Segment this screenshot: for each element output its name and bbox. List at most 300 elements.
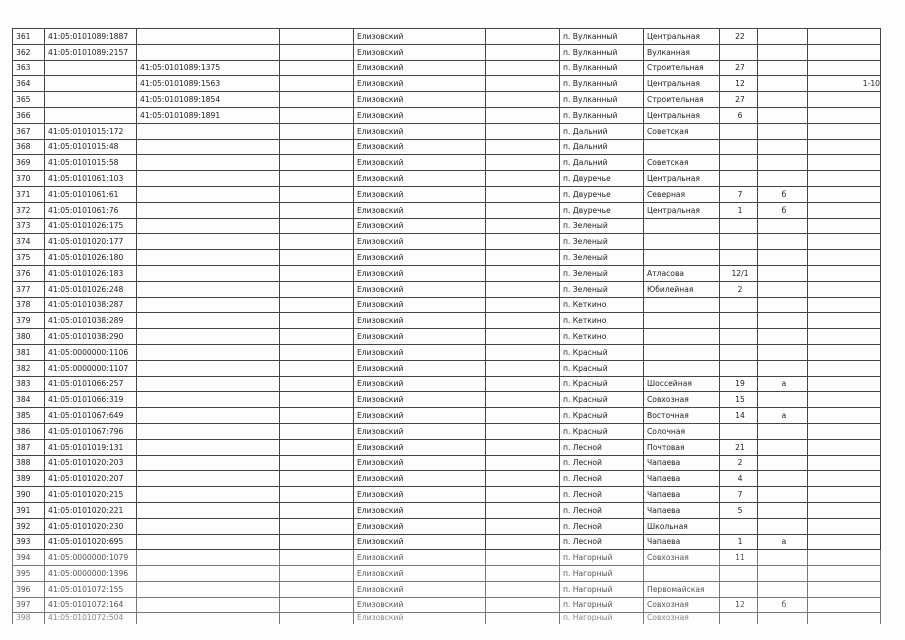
district-cell: Елизовский: [354, 502, 486, 518]
street-cell: Первомайская: [644, 581, 720, 597]
locality-cell: п. Красный: [560, 408, 644, 424]
house-letter-cell: [758, 139, 808, 155]
table-row: [13, 202, 881, 218]
empty-cell: [486, 107, 560, 123]
cadastral-number-cell: 41:05:0000000:1106: [45, 344, 137, 360]
cadastral-number-secondary-cell: [137, 487, 280, 503]
district-cell: Елизовский: [354, 376, 486, 392]
row-number-cell: 368: [13, 139, 45, 155]
row-number-cell: 365: [13, 92, 45, 108]
empty-cell: [280, 550, 354, 566]
street-cell: Центральная: [644, 202, 720, 218]
district-cell: Елизовский: [354, 518, 486, 534]
district-cell: Елизовский: [354, 597, 486, 613]
district-cell: Елизовский: [354, 60, 486, 76]
empty-cell: [280, 297, 354, 313]
cadastral-number-cell: [45, 92, 137, 108]
cadastral-number-secondary-cell: [137, 597, 280, 613]
cadastral-number-secondary-cell: [137, 218, 280, 234]
locality-cell: п. Вулканный: [560, 29, 644, 45]
locality-cell: п. Нагорный: [560, 597, 644, 613]
apartment-cell: [808, 455, 881, 471]
locality-cell: п. Дальний: [560, 155, 644, 171]
row-number-cell: 379: [13, 313, 45, 329]
table-row: [13, 581, 881, 597]
row-number-cell: 375: [13, 250, 45, 266]
house-number-cell: 7: [720, 487, 758, 503]
empty-cell: [486, 297, 560, 313]
table-row: [13, 566, 881, 582]
district-cell: Елизовский: [354, 392, 486, 408]
row-number-cell: 383: [13, 376, 45, 392]
locality-cell: п. Лесной: [560, 518, 644, 534]
apartment-cell: [808, 502, 881, 518]
cadastral-number-secondary-cell: [137, 250, 280, 266]
table-row: [13, 250, 881, 266]
empty-cell: [486, 408, 560, 424]
house-number-cell: [720, 313, 758, 329]
empty-cell: [486, 171, 560, 187]
empty-cell: [280, 439, 354, 455]
table-row: [13, 471, 881, 487]
apartment-cell: [808, 423, 881, 439]
street-cell: Юбилейная: [644, 281, 720, 297]
cadastral-number-cell: 41:05:0101072:504: [45, 613, 137, 624]
locality-cell: п. Красный: [560, 392, 644, 408]
street-cell: [644, 218, 720, 234]
street-cell: Строительная: [644, 92, 720, 108]
empty-cell: [486, 502, 560, 518]
house-letter-cell: [758, 439, 808, 455]
empty-cell: [486, 218, 560, 234]
table-row: [13, 297, 881, 313]
apartment-cell: [808, 597, 881, 613]
empty-cell: [486, 329, 560, 345]
district-cell: Елизовский: [354, 534, 486, 550]
apartment-cell: [808, 155, 881, 171]
empty-cell: [486, 123, 560, 139]
apartment-cell: [808, 139, 881, 155]
cadastral-number-cell: [45, 107, 137, 123]
registry-table: [12, 28, 881, 624]
house-letter-cell: б: [758, 202, 808, 218]
table-row: [13, 76, 881, 92]
cadastral-number-cell: 41:05:0101072:155: [45, 581, 137, 597]
house-number-cell: 2: [720, 455, 758, 471]
cadastral-number-secondary-cell: [137, 171, 280, 187]
table-row: [13, 502, 881, 518]
cadastral-number-cell: 41:05:0101067:649: [45, 408, 137, 424]
empty-cell: [486, 44, 560, 60]
district-cell: Елизовский: [354, 76, 486, 92]
row-number-cell: 374: [13, 234, 45, 250]
street-cell: [644, 139, 720, 155]
locality-cell: п. Нагорный: [560, 613, 644, 624]
locality-cell: п. Нагорный: [560, 581, 644, 597]
house-letter-cell: [758, 518, 808, 534]
house-number-cell: 12: [720, 76, 758, 92]
row-number-cell: 366: [13, 107, 45, 123]
house-letter-cell: [758, 613, 808, 624]
cadastral-number-cell: 41:05:0101038:290: [45, 329, 137, 345]
street-cell: Северная: [644, 186, 720, 202]
empty-cell: [280, 423, 354, 439]
district-cell: Елизовский: [354, 360, 486, 376]
empty-cell: [280, 60, 354, 76]
row-number-cell: 362: [13, 44, 45, 60]
empty-cell: [486, 344, 560, 360]
street-cell: Строительная: [644, 60, 720, 76]
apartment-cell: [808, 29, 881, 45]
house-number-cell: 7: [720, 186, 758, 202]
table-row: [13, 597, 881, 613]
house-letter-cell: [758, 329, 808, 345]
cadastral-number-secondary-cell: [137, 534, 280, 550]
district-cell: Елизовский: [354, 439, 486, 455]
district-cell: Елизовский: [354, 186, 486, 202]
cadastral-number-cell: 41:05:0101015:48: [45, 139, 137, 155]
cadastral-number-cell: 41:05:0101066:319: [45, 392, 137, 408]
table-row: [13, 408, 881, 424]
empty-cell: [486, 487, 560, 503]
street-cell: [644, 250, 720, 266]
table-row: [13, 423, 881, 439]
street-cell: Чапаева: [644, 502, 720, 518]
empty-cell: [280, 139, 354, 155]
apartment-cell: [808, 487, 881, 503]
house-number-cell: 27: [720, 92, 758, 108]
table-row: [13, 518, 881, 534]
house-number-cell: 12: [720, 597, 758, 613]
empty-cell: [280, 123, 354, 139]
house-letter-cell: [758, 76, 808, 92]
row-number-cell: 373: [13, 218, 45, 234]
cadastral-number-secondary-cell: [137, 313, 280, 329]
house-number-cell: [720, 329, 758, 345]
district-cell: Елизовский: [354, 566, 486, 582]
street-cell: Шоссейная: [644, 376, 720, 392]
house-number-cell: [720, 234, 758, 250]
district-cell: Елизовский: [354, 550, 486, 566]
registry-body: [13, 29, 881, 624]
district-cell: Елизовский: [354, 423, 486, 439]
cadastral-number-cell: 41:05:0101019:131: [45, 439, 137, 455]
cadastral-number-cell: 41:05:0000000:1079: [45, 550, 137, 566]
cadastral-number-cell: 41:05:0101020:215: [45, 487, 137, 503]
house-letter-cell: [758, 155, 808, 171]
house-letter-cell: а: [758, 408, 808, 424]
empty-cell: [280, 186, 354, 202]
row-number-cell: 378: [13, 297, 45, 313]
house-letter-cell: [758, 471, 808, 487]
apartment-cell: 1-10: [808, 76, 881, 92]
empty-cell: [280, 581, 354, 597]
row-number-cell: 392: [13, 518, 45, 534]
table-row: [13, 487, 881, 503]
row-number-cell: 367: [13, 123, 45, 139]
house-number-cell: 21: [720, 439, 758, 455]
apartment-cell: [808, 265, 881, 281]
cadastral-number-secondary-cell: [137, 392, 280, 408]
table-row: [13, 360, 881, 376]
street-cell: Солочная: [644, 423, 720, 439]
house-letter-cell: [758, 107, 808, 123]
locality-cell: п. Дальний: [560, 123, 644, 139]
apartment-cell: [808, 186, 881, 202]
house-letter-cell: [758, 218, 808, 234]
empty-cell: [280, 76, 354, 92]
locality-cell: п. Вулканный: [560, 76, 644, 92]
cadastral-number-secondary-cell: [137, 408, 280, 424]
table-row: [13, 155, 881, 171]
empty-cell: [486, 202, 560, 218]
street-cell: Почтовая: [644, 439, 720, 455]
street-cell: Центральная: [644, 107, 720, 123]
table-row: [13, 171, 881, 187]
row-number-cell: 380: [13, 329, 45, 345]
table-row: [13, 92, 881, 108]
house-number-cell: [720, 218, 758, 234]
house-number-cell: 4: [720, 471, 758, 487]
street-cell: [644, 297, 720, 313]
table-row: [13, 329, 881, 345]
table-row: [13, 313, 881, 329]
row-number-cell: 389: [13, 471, 45, 487]
row-number-cell: 384: [13, 392, 45, 408]
cadastral-number-cell: 41:05:0101015:172: [45, 123, 137, 139]
cadastral-number-cell: 41:05:0101020:695: [45, 534, 137, 550]
cadastral-number-cell: 41:05:0101020:230: [45, 518, 137, 534]
street-cell: Советская: [644, 123, 720, 139]
cadastral-number-secondary-cell: [137, 550, 280, 566]
locality-cell: п. Лесной: [560, 534, 644, 550]
house-number-cell: [720, 581, 758, 597]
empty-cell: [486, 534, 560, 550]
row-number-cell: 372: [13, 202, 45, 218]
empty-cell: [280, 329, 354, 345]
apartment-cell: [808, 123, 881, 139]
empty-cell: [486, 613, 560, 624]
apartment-cell: [808, 376, 881, 392]
locality-cell: п. Вулканный: [560, 92, 644, 108]
cadastral-number-cell: 41:05:0101072:164: [45, 597, 137, 613]
cadastral-number-cell: 41:05:0101020:221: [45, 502, 137, 518]
street-cell: Центральная: [644, 171, 720, 187]
district-cell: Елизовский: [354, 329, 486, 345]
apartment-cell: [808, 44, 881, 60]
cadastral-number-cell: 41:05:0101038:289: [45, 313, 137, 329]
cadastral-number-secondary-cell: [137, 329, 280, 345]
district-cell: Елизовский: [354, 613, 486, 624]
empty-cell: [280, 613, 354, 624]
empty-cell: [486, 186, 560, 202]
empty-cell: [486, 376, 560, 392]
house-letter-cell: [758, 313, 808, 329]
cadastral-number-secondary-cell: [137, 518, 280, 534]
row-number-cell: 381: [13, 344, 45, 360]
table-row: [13, 218, 881, 234]
street-cell: [644, 360, 720, 376]
cadastral-number-cell: 41:05:0101026:175: [45, 218, 137, 234]
apartment-cell: [808, 202, 881, 218]
locality-cell: п. Зеленый: [560, 281, 644, 297]
table-row: [13, 29, 881, 45]
house-number-cell: 15: [720, 392, 758, 408]
house-letter-cell: б: [758, 186, 808, 202]
apartment-cell: [808, 297, 881, 313]
house-letter-cell: [758, 281, 808, 297]
cadastral-number-cell: 41:05:0000000:1396: [45, 566, 137, 582]
house-letter-cell: [758, 566, 808, 582]
table-row: [13, 265, 881, 281]
house-number-cell: [720, 518, 758, 534]
empty-cell: [280, 313, 354, 329]
empty-cell: [486, 92, 560, 108]
locality-cell: п. Кеткино: [560, 313, 644, 329]
table-row: [13, 344, 881, 360]
house-letter-cell: [758, 423, 808, 439]
house-number-cell: 2: [720, 281, 758, 297]
district-cell: Елизовский: [354, 344, 486, 360]
district-cell: Елизовский: [354, 171, 486, 187]
house-number-cell: 6: [720, 107, 758, 123]
street-cell: [644, 329, 720, 345]
street-cell: Советская: [644, 155, 720, 171]
empty-cell: [280, 202, 354, 218]
cadastral-number-cell: [45, 76, 137, 92]
row-number-cell: 395: [13, 566, 45, 582]
street-cell: Центральная: [644, 76, 720, 92]
locality-cell: п. Вулканный: [560, 44, 644, 60]
locality-cell: п. Лесной: [560, 487, 644, 503]
empty-cell: [280, 408, 354, 424]
district-cell: Елизовский: [354, 123, 486, 139]
apartment-cell: [808, 518, 881, 534]
house-letter-cell: [758, 29, 808, 45]
empty-cell: [280, 518, 354, 534]
locality-cell: п. Зеленый: [560, 218, 644, 234]
house-letter-cell: [758, 502, 808, 518]
cadastral-number-cell: 41:05:0101089:2157: [45, 44, 137, 60]
house-number-cell: [720, 139, 758, 155]
cadastral-number-cell: 41:05:0101020:177: [45, 234, 137, 250]
street-cell: Чапаева: [644, 487, 720, 503]
table-row: [13, 60, 881, 76]
empty-cell: [280, 234, 354, 250]
district-cell: Елизовский: [354, 313, 486, 329]
district-cell: Елизовский: [354, 107, 486, 123]
table-row: [13, 455, 881, 471]
house-letter-cell: [758, 44, 808, 60]
district-cell: Елизовский: [354, 202, 486, 218]
street-cell: Атласова: [644, 265, 720, 281]
cadastral-number-secondary-cell: [137, 613, 280, 624]
house-number-cell: 12/1: [720, 265, 758, 281]
locality-cell: п. Лесной: [560, 455, 644, 471]
table-row: [13, 550, 881, 566]
locality-cell: п. Лесной: [560, 471, 644, 487]
street-cell: Совхозная: [644, 597, 720, 613]
table-row: [13, 186, 881, 202]
locality-cell: п. Кеткино: [560, 297, 644, 313]
row-number-cell: 393: [13, 534, 45, 550]
locality-cell: п. Красный: [560, 423, 644, 439]
house-number-cell: 27: [720, 60, 758, 76]
row-number-cell: 363: [13, 60, 45, 76]
house-number-cell: [720, 44, 758, 60]
cadastral-number-cell: 41:05:0101038:287: [45, 297, 137, 313]
district-cell: Елизовский: [354, 408, 486, 424]
district-cell: Елизовский: [354, 281, 486, 297]
locality-cell: п. Двуречье: [560, 202, 644, 218]
cadastral-number-secondary-cell: 41:05:0101089:1891: [137, 107, 280, 123]
locality-cell: п. Красный: [560, 376, 644, 392]
cadastral-number-secondary-cell: [137, 455, 280, 471]
house-letter-cell: [758, 92, 808, 108]
house-letter-cell: [758, 171, 808, 187]
empty-cell: [280, 471, 354, 487]
district-cell: Елизовский: [354, 581, 486, 597]
cadastral-number-secondary-cell: [137, 186, 280, 202]
row-number-cell: 388: [13, 455, 45, 471]
district-cell: Елизовский: [354, 455, 486, 471]
apartment-cell: [808, 281, 881, 297]
apartment-cell: [808, 439, 881, 455]
row-number-cell: 386: [13, 423, 45, 439]
table-row: [13, 44, 881, 60]
street-cell: Совхозная: [644, 613, 720, 624]
empty-cell: [280, 250, 354, 266]
table-row: [13, 439, 881, 455]
house-number-cell: 22: [720, 29, 758, 45]
empty-cell: [280, 597, 354, 613]
apartment-cell: [808, 613, 881, 624]
house-letter-cell: [758, 455, 808, 471]
empty-cell: [280, 487, 354, 503]
empty-cell: [486, 471, 560, 487]
house-number-cell: [720, 123, 758, 139]
house-number-cell: [720, 360, 758, 376]
house-number-cell: [720, 171, 758, 187]
cadastral-number-secondary-cell: [137, 139, 280, 155]
cadastral-number-secondary-cell: [137, 581, 280, 597]
house-letter-cell: [758, 392, 808, 408]
cadastral-number-secondary-cell: [137, 155, 280, 171]
cadastral-number-cell: 41:05:0101026:180: [45, 250, 137, 266]
apartment-cell: [808, 218, 881, 234]
cadastral-number-secondary-cell: 41:05:0101089:1375: [137, 60, 280, 76]
apartment-cell: [808, 392, 881, 408]
empty-cell: [280, 218, 354, 234]
empty-cell: [486, 139, 560, 155]
cadastral-number-secondary-cell: 41:05:0101089:1854: [137, 92, 280, 108]
cadastral-number-secondary-cell: [137, 44, 280, 60]
row-number-cell: 391: [13, 502, 45, 518]
row-number-cell: 364: [13, 76, 45, 92]
row-number-cell: 371: [13, 186, 45, 202]
empty-cell: [486, 155, 560, 171]
row-number-cell: 361: [13, 29, 45, 45]
locality-cell: п. Красный: [560, 344, 644, 360]
empty-cell: [486, 281, 560, 297]
apartment-cell: [808, 234, 881, 250]
district-cell: Елизовский: [354, 155, 486, 171]
house-number-cell: 5: [720, 502, 758, 518]
street-cell: Совхозная: [644, 392, 720, 408]
empty-cell: [486, 597, 560, 613]
house-letter-cell: б: [758, 597, 808, 613]
cadastral-number-cell: 41:05:0101015:58: [45, 155, 137, 171]
